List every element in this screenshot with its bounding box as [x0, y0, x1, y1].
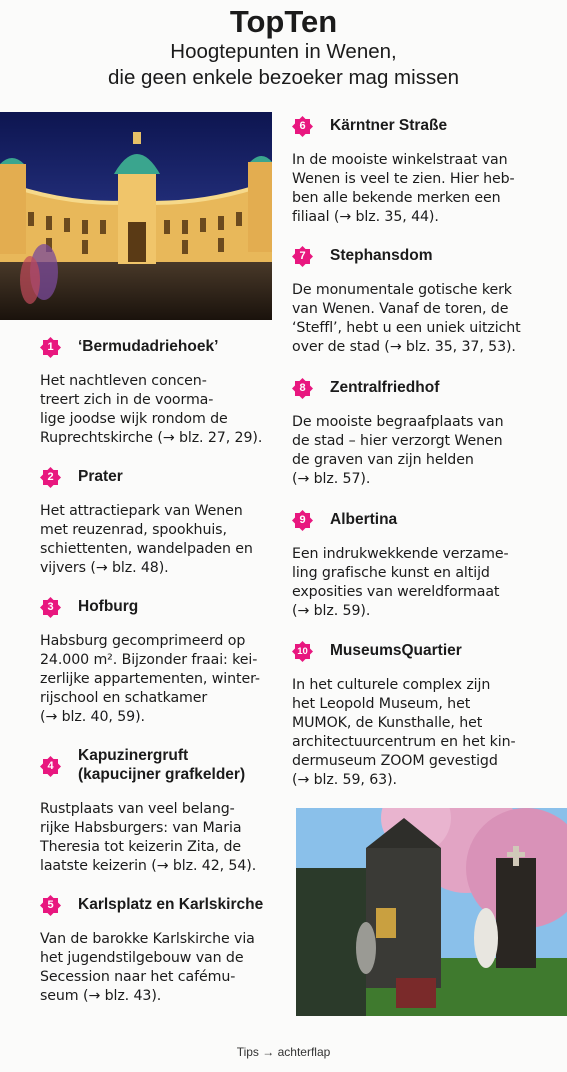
- topten-item-7: [292, 246, 560, 357]
- item-description: De monumentale gotische kerk van Wenen. Vanaf de toren, de ‘Steffl’, hebt u een uniek uitzicht over de stad (→ blz. 35, 37, 53).: [292, 282, 521, 355]
- item-description: De mooiste begraafplaats van de stad – hier verzorgt Wenen de graven van zijn helden (→ blz. 57).: [292, 414, 504, 487]
- number-badge-icon: 6: [292, 116, 313, 137]
- topten-item-6: [292, 116, 560, 227]
- number-badge-icon: 1: [40, 337, 61, 358]
- item-description: Habsburg gecomprimeerd op 24.000 m². Bijzonder fraai: kei- zerlijke appartementen, winter- rijschool en schatkamer (→ blz. 40, 59).: [40, 633, 260, 725]
- item-title: Stephansdom: [330, 247, 433, 264]
- zentralfriedhof-photo: [296, 808, 567, 1016]
- item-title: Hofburg: [78, 598, 139, 615]
- item-title: Albertina: [330, 511, 398, 528]
- item-title: ‘Bermudadriehoek’: [78, 338, 219, 355]
- topten-item-3: [40, 597, 280, 727]
- page-subtitle-line-2: die geen enkele bezoeker mag missen: [108, 66, 459, 89]
- number-badge-icon: 3: [40, 597, 61, 618]
- topten-item-5: [40, 895, 280, 1006]
- topten-item-2: [40, 467, 280, 578]
- hofburg-photo: [0, 112, 272, 320]
- topten-item-1: [40, 337, 280, 448]
- item-title: Kärntner Straße: [330, 117, 448, 134]
- item-description: Het attractiepark van Wenen met reuzenrad, spookhuis, schiettenten, wandelpaden en vijvers (→ blz. 48).: [40, 503, 253, 576]
- item-description: Een indrukwekkende verzame- ling grafische kunst en altijd exposities van wereldformaat (→ blz. 59).: [292, 546, 509, 619]
- item-description: Van de barokke Karlskirche via het jugendstilgebouw van de Secession naar het cafému- seum (→ blz. 43).: [40, 931, 255, 1004]
- item-description: Rustplaats van veel belang- rijke Habsburgers: van Maria Theresia tot keizerin Zita, de laatste keizerin (→ blz. 42, 54).: [40, 801, 257, 874]
- item-title: MuseumsQuartier: [330, 642, 462, 659]
- item-title: Zentralfriedhof: [330, 379, 440, 396]
- item-title-line-2: (kapucijner grafkelder): [78, 766, 246, 783]
- page-title: TopTen: [229, 4, 338, 39]
- number-badge-icon: 10: [292, 641, 313, 662]
- item-description: Het nachtleven concen- treert zich in de voorma- lige joodse wijk rondom de Ruprechtskirche (→ blz. 27, 29).: [40, 373, 263, 446]
- footer-tips-link[interactable]: Tips → achterflap: [236, 1045, 331, 1059]
- number-badge-icon: 9: [292, 510, 313, 531]
- number-badge-icon: 8: [292, 378, 313, 399]
- number-badge-icon: 4: [40, 756, 61, 777]
- item-description: In het culturele complex zijn het Leopold Museum, het MUMOK, de Kunsthalle, het architectuurcentrum en het kin- dermuseum ZOOM gevestigd (→ blz. 59, 63).: [292, 677, 516, 788]
- item-title: Kapuzinergruft: [78, 747, 189, 764]
- topten-item-9: [292, 510, 560, 621]
- item-title: Karlsplatz en Karlskirche: [78, 896, 264, 913]
- item-description: In de mooiste winkelstraat van Wenen is veel te zien. Hier heb- ben alle bekende merken een filiaal (→ blz. 35, 44).: [292, 152, 515, 225]
- item-title: Prater: [78, 468, 123, 485]
- number-badge-icon: 5: [40, 895, 61, 916]
- page-subtitle-line-1: Hoogtepunten in Wenen,: [170, 40, 397, 63]
- number-badge-icon: 7: [292, 246, 313, 267]
- topten-item-4: [40, 746, 280, 876]
- topten-item-10: [292, 641, 560, 790]
- number-badge-icon: 2: [40, 467, 61, 488]
- topten-item-8: [292, 378, 560, 489]
